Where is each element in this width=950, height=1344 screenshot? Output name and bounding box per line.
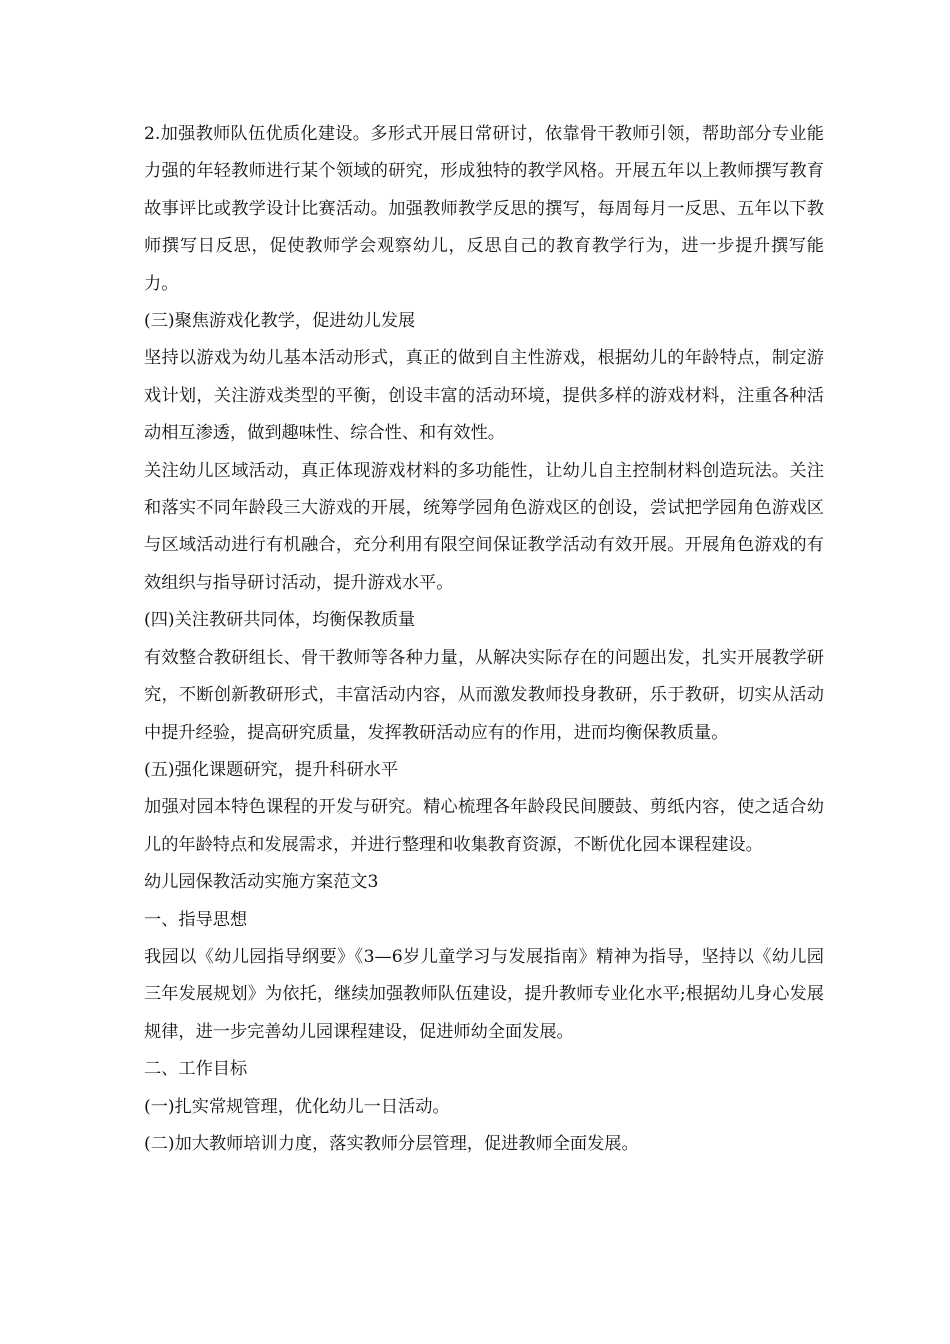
section-heading-work-goals: 二、工作目标 [144,1059,248,1080]
section-heading-project-research: (五)强化课题研究，提升科研水平 [144,759,399,780]
paragraph-school-curriculum: 加强对园本特色课程的开发与研究。精心梳理各年龄段民间腰鼓、剪纸内容，使之适合幼儿的年龄特点和发展需求，并进行整理和收集教育资源，不断优化园本课程建设。 [144,797,824,855]
paragraph-research-integration: 有效整合教研组长、骨干教师等各种力量，从解决实际存在的问题出发，扎实开展教学研究，不断创新教研形式，丰富活动内容，从而激发教师投身教研，乐于教研，切实从活动中提升经验，提高研究质量，发挥教研活动应有的作用，进而均衡保教质量。 [144,647,824,743]
document-title-sample-3: 幼儿园保教活动实施方案范文3 [144,872,379,893]
paragraph-area-activities: 关注幼儿区域活动，真正体现游戏材料的多功能性，让幼儿自主控制材料创造玩法。关注和落实不同年龄段三大游戏的开展，统筹学园角色游戏区的创设，尝试把学园角色游戏区与区域活动进行有机融合，充分利用有限空间保证教学活动有效开展。开展角色游戏的有效组织与指导研讨活动，提升游戏水平。 [144,460,824,593]
goal-item-teacher-training: (二)加大教师培训力度，落实教师分层管理，促进教师全面发展。 [144,1133,639,1154]
paragraph-guiding-ideology: 我园以《幼儿园指导纲要》《3—6岁儿童学习与发展指南》精神为指导，坚持以《幼儿园三年发展规划》为依托，继续加强教师队伍建设，提升教师专业化水平;根据幼儿身心发展规律，进一步完善幼儿园课程建设，促进师幼全面发展。 [144,946,824,1042]
section-heading-game-teaching: (三)聚焦游戏化教学，促进幼儿发展 [144,311,416,332]
goal-item-routine-management: (一)扎实常规管理，优化幼儿一日活动。 [144,1096,450,1117]
section-heading-teaching-research: (四)关注教研共同体，均衡保教质量 [144,610,416,631]
section-heading-guiding-ideology: 一、指导思想 [144,909,248,930]
paragraph-game-activity-form: 坚持以游戏为幼儿基本活动形式，真正的做到自主性游戏，根据幼儿的年龄特点，制定游戏计划，关注游戏类型的平衡，创设丰富的活动环境，提供多样的游戏材料，注重各种活动相互渗透，做到趣味性、综合性、和有效性。 [144,348,824,444]
paragraph-teacher-team-building: 2.加强教师队伍优质化建设。多形式开展日常研讨，依靠骨干教师引领，帮助部分专业能力强的年轻教师进行某个领域的研究，形成独特的教学风格。开展五年以上教师撰写教育故事评比或教学设计比赛活动。加强教师教学反思的撰写，每周每月一反思、五年以下教师撰写日反思，促使教师学会观察幼儿，反思自己的教育教学行为，进一步提升撰写能力。 [144,124,824,294]
document-page [144,116,824,1163]
